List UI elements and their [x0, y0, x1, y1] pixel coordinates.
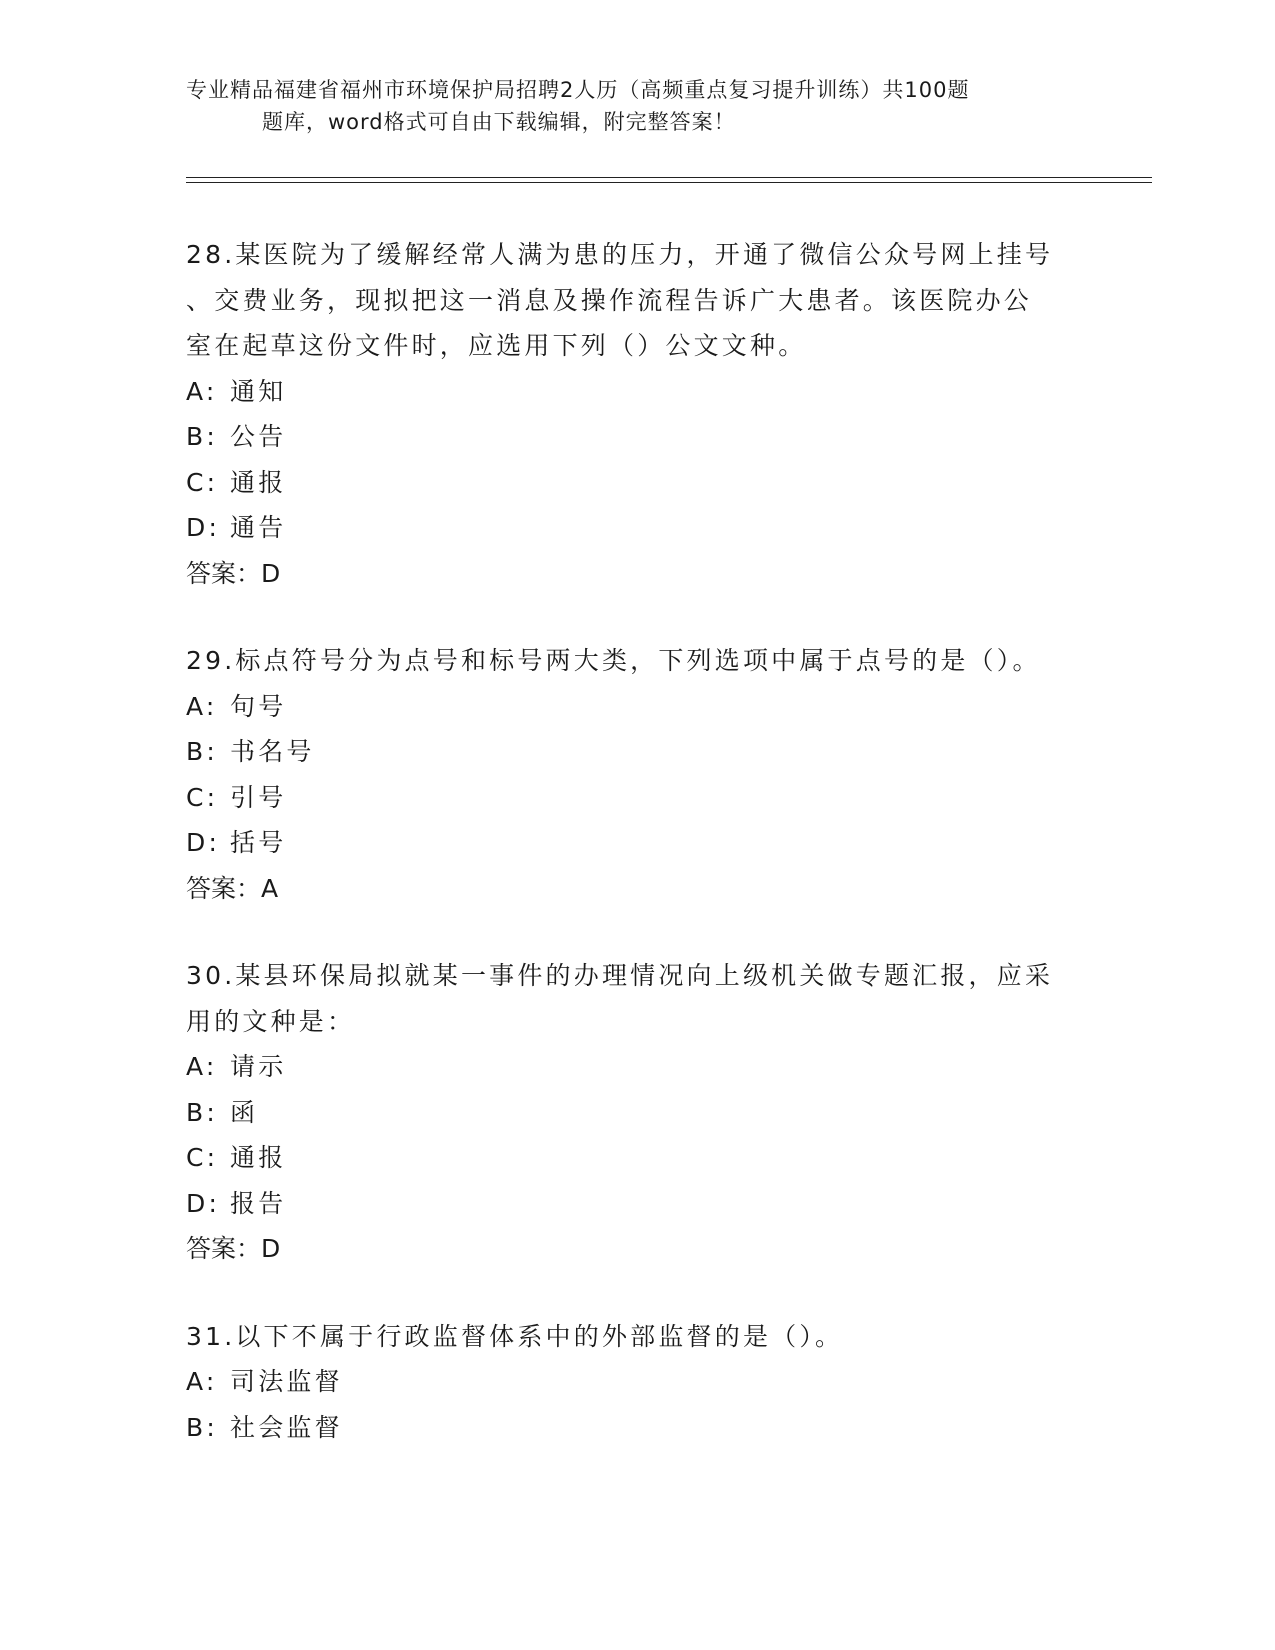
option-c: [186, 775, 1086, 821]
question-stem: [186, 638, 1086, 684]
header-rule-top: [186, 177, 1152, 178]
option-key: A:: [186, 1052, 218, 1081]
question-28: [186, 232, 1086, 596]
question-text-line: 标点符号分为点号和标号两大类，下列选项中属于点号的是（）。: [235, 646, 1041, 675]
question-text-line: 以下不属于行政监督体系中的外部监督的是（）。: [235, 1321, 844, 1351]
option-text: 公告: [230, 422, 287, 451]
option-c: [186, 460, 1086, 506]
question-stem: [186, 232, 1086, 278]
question-stem: [186, 953, 1086, 999]
question-text-line: 用的文种是：: [186, 1006, 356, 1036]
option-key: D:: [186, 513, 221, 542]
option-key: D:: [186, 1188, 221, 1218]
option-text: 通告: [230, 513, 287, 542]
option-text: 通知: [230, 376, 287, 406]
answer-line: 答案：D: [186, 558, 281, 588]
option-d: [186, 820, 1086, 866]
option-a: [186, 369, 1086, 415]
header-rule-bottom: [186, 182, 1152, 183]
option-text: 句号: [230, 691, 287, 721]
question-number: 31.: [186, 1321, 236, 1351]
option-text: 请示: [230, 1052, 287, 1081]
question-text-line: 某医院为了缓解经常人满为患的压力，开通了微信公众号网上挂号: [235, 240, 1054, 269]
option-text: 报告: [230, 1188, 287, 1218]
option-d: [186, 505, 1086, 551]
question-29: [186, 638, 1086, 911]
option-c: [186, 1135, 1086, 1181]
option-key: C:: [186, 1143, 219, 1172]
option-key: B:: [186, 737, 218, 766]
option-text: 书名号: [230, 737, 315, 766]
option-text: 括号: [230, 828, 287, 857]
option-key: A:: [186, 691, 218, 721]
question-number: 29.: [186, 646, 236, 675]
option-text: 函: [230, 1097, 259, 1127]
option-text: 通报: [230, 1143, 287, 1172]
question-30: [186, 953, 1086, 1272]
option-key: C:: [186, 467, 219, 497]
option-key: D:: [186, 828, 221, 857]
question-text-line: 、交费业务，现拟把这一消息及操作流程告诉广大患者。该医院办公: [186, 285, 1033, 315]
option-text: 司法监督: [230, 1367, 343, 1396]
answer-line: 答案：A: [186, 873, 279, 903]
answer-line: 答案：D: [186, 1234, 281, 1263]
option-a: [186, 1359, 1086, 1405]
option-key: B:: [186, 1412, 218, 1442]
option-key: C:: [186, 782, 219, 812]
question-31: [186, 1314, 1086, 1451]
option-b: [186, 1405, 1086, 1451]
option-d: [186, 1181, 1086, 1227]
option-b: [186, 1090, 1086, 1136]
option-text: 社会监督: [230, 1412, 343, 1442]
option-b: [186, 729, 1086, 775]
document-header: [186, 74, 1086, 138]
header-line-2: 题库，word格式可自由下载编辑，附完整答案！: [262, 110, 736, 134]
option-text: 通报: [230, 467, 287, 497]
question-text-line: 某县环保局拟就某一事件的办理情况向上级机关做专题汇报，应采: [235, 961, 1054, 990]
question-number: 28.: [186, 240, 236, 269]
option-a: [186, 1044, 1086, 1090]
option-text: 引号: [230, 782, 287, 812]
option-b: [186, 414, 1086, 460]
option-key: A:: [186, 1367, 218, 1396]
question-number: 30.: [186, 961, 236, 990]
question-stem: [186, 1314, 1086, 1360]
option-key: B:: [186, 422, 218, 451]
option-key: A:: [186, 376, 218, 406]
option-a: [186, 684, 1086, 730]
question-text-line: 室在起草这份文件时，应选用下列（）公文文种。: [186, 331, 807, 360]
question-list: [186, 232, 1086, 1492]
option-key: B:: [186, 1097, 218, 1127]
header-line-1: 专业精品福建省福州市环境保护局招聘2人历（高频重点复习提升训练）共100题: [186, 78, 970, 102]
